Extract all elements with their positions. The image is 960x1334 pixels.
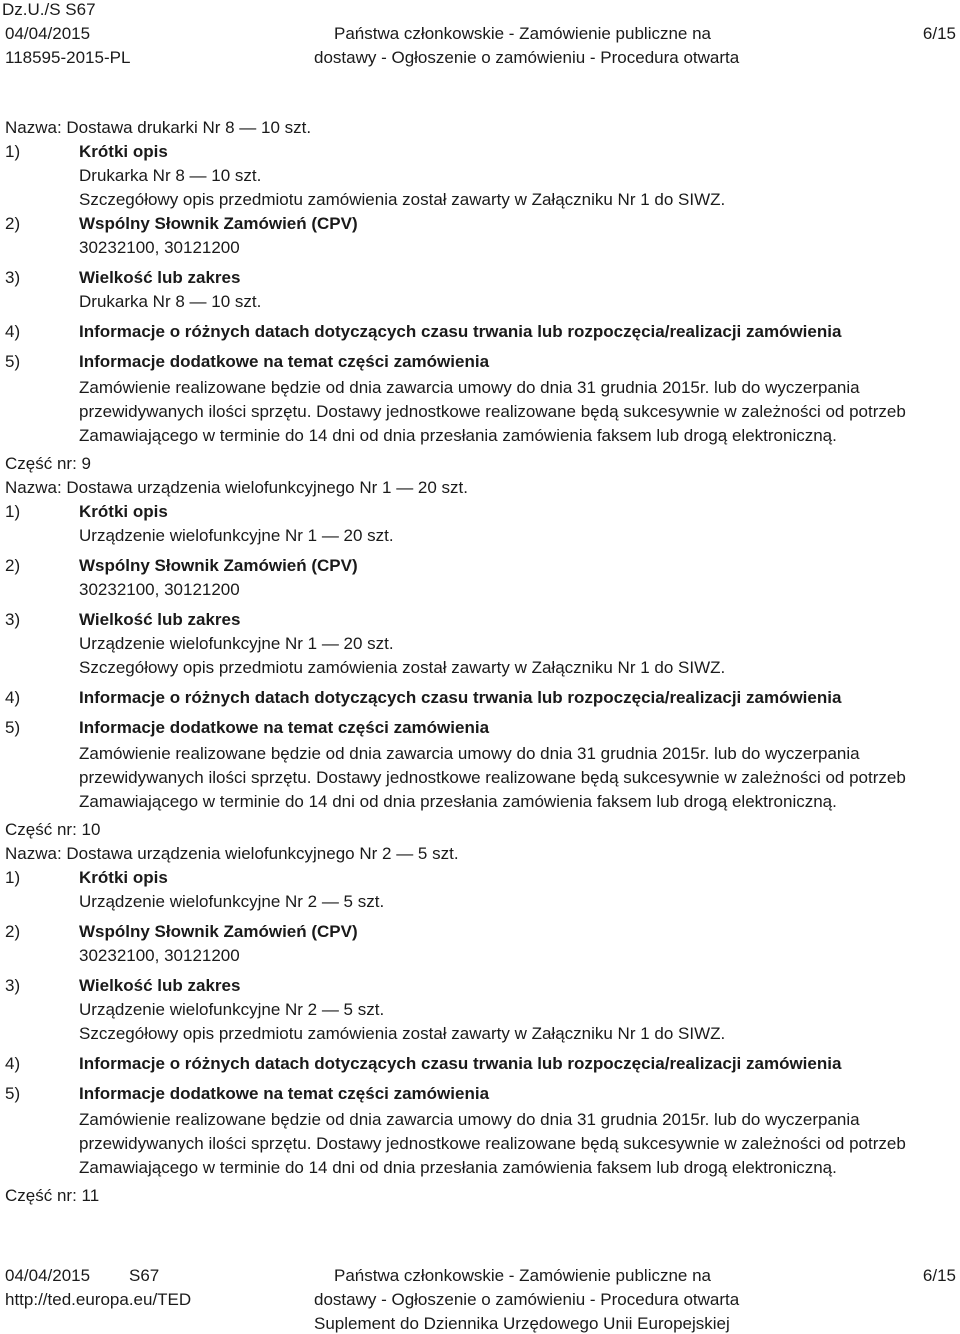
siwz-reference: Szczegółowy opis przedmiotu zamówienia został zawarty w Załączniku Nr 1 do SIWZ. (79, 190, 726, 209)
section-additional-info (5, 352, 955, 376)
additional-info-text: Zamówienie realizowane będzie od dnia zawarcia umowy do dnia 31 grudnia 2015r. lub do wyczerpania przewidywanych ilości sprzętu. Dostawy jednostkowe realizowane będą sukcesywnie w zależności od potrzeb Zamawiającego w terminie do 14 dni od dnia przesłania zamówienia faksem lub drogą elektroniczną. (79, 1110, 906, 1177)
section-heading: Krótki opis (79, 142, 168, 161)
section-number: 1) (5, 502, 21, 521)
section-heading: Informacje dodatkowe na temat części zamówienia (79, 718, 490, 737)
header-date: 04/04/2015 (5, 24, 91, 43)
siwz-reference: Szczegółowy opis przedmiotu zamówienia został zawarty w Załączniku Nr 1 do SIWZ. (79, 1024, 726, 1043)
section-scope (5, 976, 955, 1000)
section-cpv (5, 556, 955, 580)
section-number: 3) (5, 610, 21, 629)
short-description-text: Urządzenie wielofunkcyjne Nr 1 — 20 szt. (79, 526, 394, 545)
section-dates (5, 688, 955, 718)
section-additional-info (5, 1084, 955, 1108)
section-number: 4) (5, 1054, 21, 1073)
section-heading: Krótki opis (79, 868, 168, 887)
section-number: 2) (5, 556, 21, 575)
scope-text: Urządzenie wielofunkcyjne Nr 2 — 5 szt. (79, 1000, 385, 1019)
section-heading: Wielkość lub zakres (79, 610, 241, 629)
section-heading: Wspólny Słownik Zamówień (CPV) (79, 922, 358, 941)
section-cpv (5, 922, 955, 946)
page-header (0, 0, 960, 72)
section-dates (5, 322, 955, 352)
section-additional-info (5, 718, 955, 742)
section-number: 3) (5, 976, 21, 995)
section-short-description (5, 502, 955, 526)
footer-series: S67 (129, 1266, 160, 1285)
section-number: 1) (5, 868, 21, 887)
section-number: 3) (5, 268, 21, 287)
part-name: Nazwa: Dostawa drukarki Nr 8 — 10 szt. (5, 118, 312, 137)
section-heading: Wielkość lub zakres (79, 976, 241, 995)
footer-title-line3: Suplement do Dziennika Urzędowego Unii Europejskiej (314, 1314, 730, 1333)
section-heading: Informacje o różnych datach dotyczących czasu trwania lub rozpoczęcia/realizacji zamówienia (79, 322, 842, 341)
additional-info-text: Zamówienie realizowane będzie od dnia zawarcia umowy do dnia 31 grudnia 2015r. lub do wyczerpania przewidywanych ilości sprzętu. Dostawy jednostkowe realizowane będą sukcesywnie w zależności od potrzeb Zamawiającego w terminie do 14 dni od dnia przesłania zamówienia faksem lub drogą elektroniczną. (79, 378, 906, 445)
section-heading: Wielkość lub zakres (79, 268, 241, 287)
cpv-codes: 30232100, 30121200 (79, 946, 240, 965)
section-heading: Krótki opis (79, 502, 168, 521)
section-number: 5) (5, 718, 21, 737)
header-page-number: 6/15 (922, 24, 956, 43)
section-scope (5, 610, 955, 634)
section-number: 2) (5, 214, 21, 233)
section-heading: Informacje o różnych datach dotyczących czasu trwania lub rozpoczęcia/realizacji zamówienia (79, 1054, 842, 1073)
section-cpv (5, 214, 955, 238)
section-number: 5) (5, 352, 21, 371)
footer-url: http://ted.europa.eu/TED (5, 1290, 192, 1309)
scope-text: Drukarka Nr 8 — 10 szt. (79, 292, 262, 311)
short-description-text: Drukarka Nr 8 — 10 szt. (79, 166, 262, 185)
section-dates (5, 1054, 955, 1084)
footer-title-line2: dostawy - Ogłoszenie o zamówieniu - Procedura otwarta (314, 1290, 740, 1309)
notice-number: 118595-2015-PL (5, 48, 131, 67)
part-label: Część nr: 9 (5, 454, 91, 473)
section-number: 4) (5, 322, 21, 341)
section-short-description (5, 142, 955, 166)
header-title-line2: dostawy - Ogłoszenie o zamówieniu - Procedura otwarta (314, 48, 740, 67)
section-heading: Informacje o różnych datach dotyczących czasu trwania lub rozpoczęcia/realizacji zamówienia (79, 688, 842, 707)
part-label: Część nr: 10 (5, 820, 101, 839)
additional-info-text: Zamówienie realizowane będzie od dnia zawarcia umowy do dnia 31 grudnia 2015r. lub do wyczerpania przewidywanych ilości sprzętu. Dostawy jednostkowe realizowane będą sukcesywnie w zależności od potrzeb Zamawiającego w terminie do 14 dni od dnia przesłania zamówienia faksem lub drogą elektroniczną. (79, 744, 906, 811)
footer-page-number: 6/15 (922, 1266, 956, 1285)
section-scope (5, 268, 955, 292)
scope-text: Urządzenie wielofunkcyjne Nr 1 — 20 szt. (79, 634, 394, 653)
part-name: Nazwa: Dostawa urządzenia wielofunkcyjnego Nr 1 — 20 szt. (5, 478, 468, 497)
section-short-description (5, 868, 955, 892)
section-heading: Wspólny Słownik Zamówień (CPV) (79, 214, 358, 233)
part-name: Nazwa: Dostawa urządzenia wielofunkcyjnego Nr 2 — 5 szt. (5, 844, 459, 863)
section-number: 4) (5, 688, 21, 707)
cpv-codes: 30232100, 30121200 (79, 238, 240, 257)
section-heading: Informacje dodatkowe na temat części zamówienia (79, 352, 490, 371)
short-description-text: Urządzenie wielofunkcyjne Nr 2 — 5 szt. (79, 892, 385, 911)
footer-title-line1: Państwa członkowskie - Zamówienie publiczne na (334, 1266, 712, 1285)
section-number: 1) (5, 142, 21, 161)
section-heading: Wspólny Słownik Zamówień (CPV) (79, 556, 358, 575)
page-footer (0, 1262, 960, 1334)
journal-ref: Dz.U./S S67 (2, 0, 96, 19)
footer-date: 04/04/2015 (5, 1266, 91, 1285)
section-number: 2) (5, 922, 21, 941)
header-title-line1: Państwa członkowskie - Zamówienie publiczne na (334, 24, 712, 43)
section-number: 5) (5, 1084, 21, 1103)
document-body (5, 118, 955, 1210)
siwz-reference: Szczegółowy opis przedmiotu zamówienia został zawarty w Załączniku Nr 1 do SIWZ. (79, 658, 726, 677)
cpv-codes: 30232100, 30121200 (79, 580, 240, 599)
section-heading: Informacje dodatkowe na temat części zamówienia (79, 1084, 490, 1103)
part-label: Część nr: 11 (5, 1186, 100, 1205)
